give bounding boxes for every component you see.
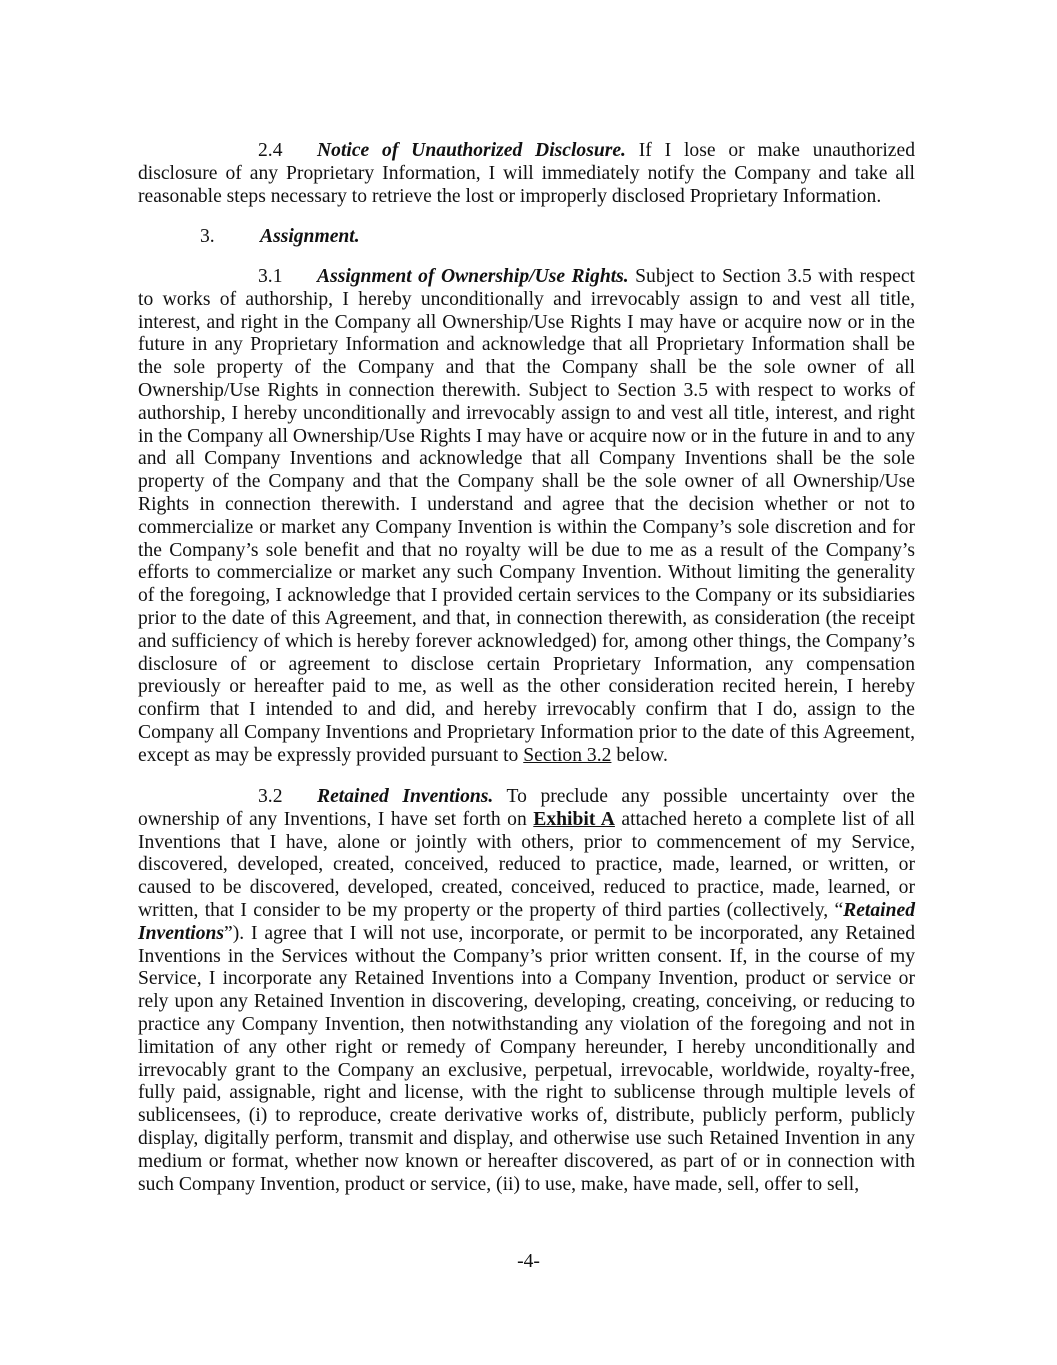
- section-3-1-number: 3.1: [258, 266, 283, 287]
- section-3-2-number: 3.2: [258, 786, 283, 807]
- section-3-2-body-c: ”). I agree that I will not use, incorporate, or permit to be incorporated, any Retained Inventions in the Services without the Company’s prior written consent. If, in the course of my Service, I incorporate any Retained Inventions into a Company Invention, product or service or rely upon any Retained Invention in discovering, developing, creating, conceiving, or reducing to practice any Company Invention, then notwithstanding any violation of the foregoing and not in limitation of any other right or remedy of Company hereunder, I hereby unconditionally and irrevocably grant to the Company an exclusive, perpetual, irrevocable, worldwide, royalty-free, fully paid, assignable, right and license, with the right to sublicense through multiple levels of sublicensees, (i) to reproduce, create derivative works of, distribute, publicly perform, publicly display, digitally perform, transmit and display, and otherwise use such Retained Invention in any medium or format, whether now known or hereafter discovered, as part of or in connection with such Company Invention, product or service, (ii) to use, make, have made, sell, offer to sell,: [138, 922, 915, 1195]
- section-3-2-title: Retained Inventions.: [317, 786, 494, 807]
- section-3-1: [138, 266, 915, 768]
- section-2-4-number: 2.4: [258, 140, 283, 161]
- section-3-2-body-a: To preclude any possible uncertainty over the ownership of any Inventions, I have set forth on: [138, 786, 915, 830]
- section-3-number: 3.: [200, 226, 215, 247]
- section-3-2-reference-link[interactable]: Section 3.2: [523, 744, 612, 766]
- page-number: -4-: [517, 1251, 540, 1272]
- section-3-1-tail: below.: [616, 744, 668, 766]
- section-2-4-body: If I lose or make unauthorized disclosure of any Proprietary Information, I will immediately notify the Company and take all reasonable steps necessary to retrieve the lost or improperly disclosed Proprietary Information.: [138, 140, 915, 207]
- section-2-4-title: Notice of Unauthorized Disclosure.: [317, 140, 626, 161]
- retained-inventions-term: Retained Inventions: [138, 899, 915, 944]
- section-3-title: Assignment.: [260, 226, 360, 247]
- section-2-4: [138, 140, 915, 208]
- exhibit-a-reference[interactable]: Exhibit A: [533, 808, 615, 830]
- section-3-2-body-b: attached hereto a complete list of all Inventions that I have, alone or jointly with others, prior to commencement of my Service, discovered, developed, created, conceived, reduced to practice, made, learned, or written, or caused to be discovered, developed, created, conceived, reduced to practice, made, learned, or written, that I consider to be my property or the property of third parties (collectively, “: [138, 808, 915, 921]
- section-3-1-body: Subject to Section 3.5 with respect to works of authorship, I hereby unconditionally and irrevocably assign to and vest all title, interest, and right in the Company all Ownership/Use Rights I may have or acquire now or in the future in any Proprietary Information and acknowledge that all Proprietary Information shall be the sole property of the Company and that the Company shall be the sole owner of all Ownership/Use Rights in connection therewith. Subject to Section 3.5 with respect to works of authorship, I hereby unconditionally and irrevocably assign to and vest all title, interest, and right in the Company all Ownership/Use Rights I may have or acquire now or in the future in and to any and all Company Inventions and acknowledge that all Company Inventions shall be the sole property of the Company and that the Company shall be the sole owner of all Ownership/Use Rights in connection therewith. I understand and agree that the decision whether or not to commercialize or market any Company Invention is within the Company’s sole discretion and for the Company’s sole benefit and that no royalty will be due to me as a result of the Company’s efforts to commercialize or market any such Company Invention. Without limiting the generality of the foregoing, I acknowledge that I provided certain services to the Company or its subsidiaries prior to the date of this Agreement, and that, in connection therewith, as consideration (the receipt and sufficiency of which is hereby forever acknowledged) for, among other things, the Company’s disclosure of or agreement to disclose certain Proprietary Information, any compensation previously or hereafter paid to me, as well as the other consideration recited herein, I hereby confirm that I intended to and did, and hereby irrevocably confirm that I do, assign to the Company all Company Inventions and Proprietary Information prior to the date of this Agreement, except as may be expressly provided pursuant to: [138, 266, 915, 766]
- section-3-1-title: Assignment of Ownership/Use Rights.: [317, 266, 629, 287]
- section-3-2: [138, 786, 915, 1196]
- section-3-heading: [200, 226, 360, 248]
